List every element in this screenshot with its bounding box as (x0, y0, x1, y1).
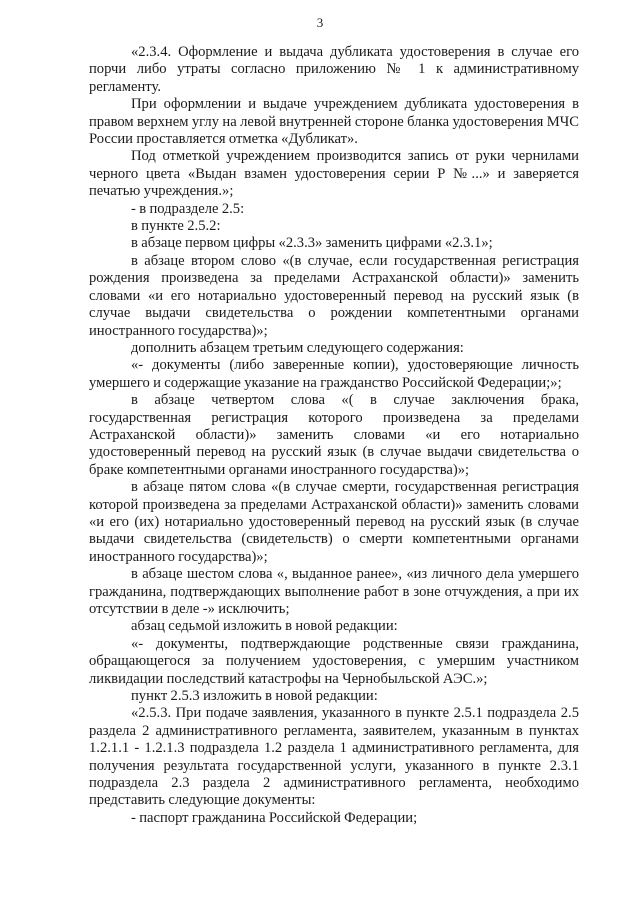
paragraph: в абзаце первом цифры «2.3.3» заменить цифрами «2.3.1»; (131, 235, 493, 252)
paragraph: пункт 2.5.3 изложить в новой редакции: (131, 688, 378, 705)
paragraph: в абзаце пятом слова «(в случае смерти, государственная регистрация которой произведена за пределами Астраханской области)» заменить словами «и его (их) нотариально удостоверенный перевод на русский язык (в случае выдачи свидетельства (свидетельств) о смерти компетентными органами иностранного государства)»; (89, 479, 579, 565)
paragraph: «2.5.3. При подаче заявления, указанного в пункте 2.5.1 подраздела 2.5 раздела 2 административного регламента, заявителем, указанным в пунктах 1.2.1.1 - 1.2.1.3 подраздела 1.2 раздела 1 административного регламента, для получения результата государственной услуги, указанного в пункте 2.3.1 подраздела 2.3 раздела 2 административного регламента, необходимо представить следующие документы: (89, 705, 579, 809)
paragraph: «- документы, подтверждающие родственные связи гражданина, обращающегося за получением удостоверения, с умершим участником ликвидации последствий катастрофы на Чернобыльской АЭС.»; (89, 635, 579, 687)
paragraph: дополнить абзацем третьим следующего содержания: (131, 339, 464, 356)
paragraph: «- документы (либо заверенные копии), удостоверяющие личность умершего и содержащие указание на гражданство Российской Федерации;»; (89, 357, 579, 391)
paragraph: в абзаце четвертом слова «( в случае заключения брака, государственная регистрация которого произведена за пределами Астраханской области)» заменить словами «и его нотариально удостоверенный перевод на русский язык (в случае выдачи свидетельства о браке компетентными органами иностранного государства)»; (89, 392, 579, 478)
paragraph: - в подразделе 2.5: (131, 200, 245, 217)
page-number: 3 (316, 15, 324, 30)
paragraph: «2.3.4. Оформление и выдача дубликата удостоверения в случае его порчи либо утраты согласно приложению № 1 к административному регламенту. (89, 44, 579, 95)
paragraph: в абзаце шестом слова «, выданное ранее», «из личного дела умершего гражданина, подтверждающих выполнение работ в зоне отчуждения, а при их отсутствии в деле -» исключить; (89, 566, 579, 617)
document-body (89, 44, 579, 827)
paragraph: - паспорт гражданина Российской Федерации; (131, 809, 418, 826)
paragraph: абзац седьмой изложить в новой редакции: (131, 618, 398, 635)
paragraph: в абзаце втором слово «(в случае, если государственная регистрация рождения произведена за пределами Астраханской области)» заменить словами «и его нотариально удостоверенный перевод на русский язык (в случае выдачи свидетельства о рождении компетентными органами иностранного государства)»; (89, 252, 579, 339)
paragraph: При оформлении и выдаче учреждением дубликата удостоверения в правом верхнем углу на левой внутренней стороне бланка удостоверения МЧС России проставляется отметка «Дубликат». (89, 96, 579, 148)
paragraph: в пункте 2.5.2: (131, 218, 221, 235)
paragraph: Под отметкой учреждением производится запись от руки чернилами черного цвета «Выдан взамен удостоверения серии Р №...» и заверяется печатью учреждения.»; (89, 148, 579, 200)
